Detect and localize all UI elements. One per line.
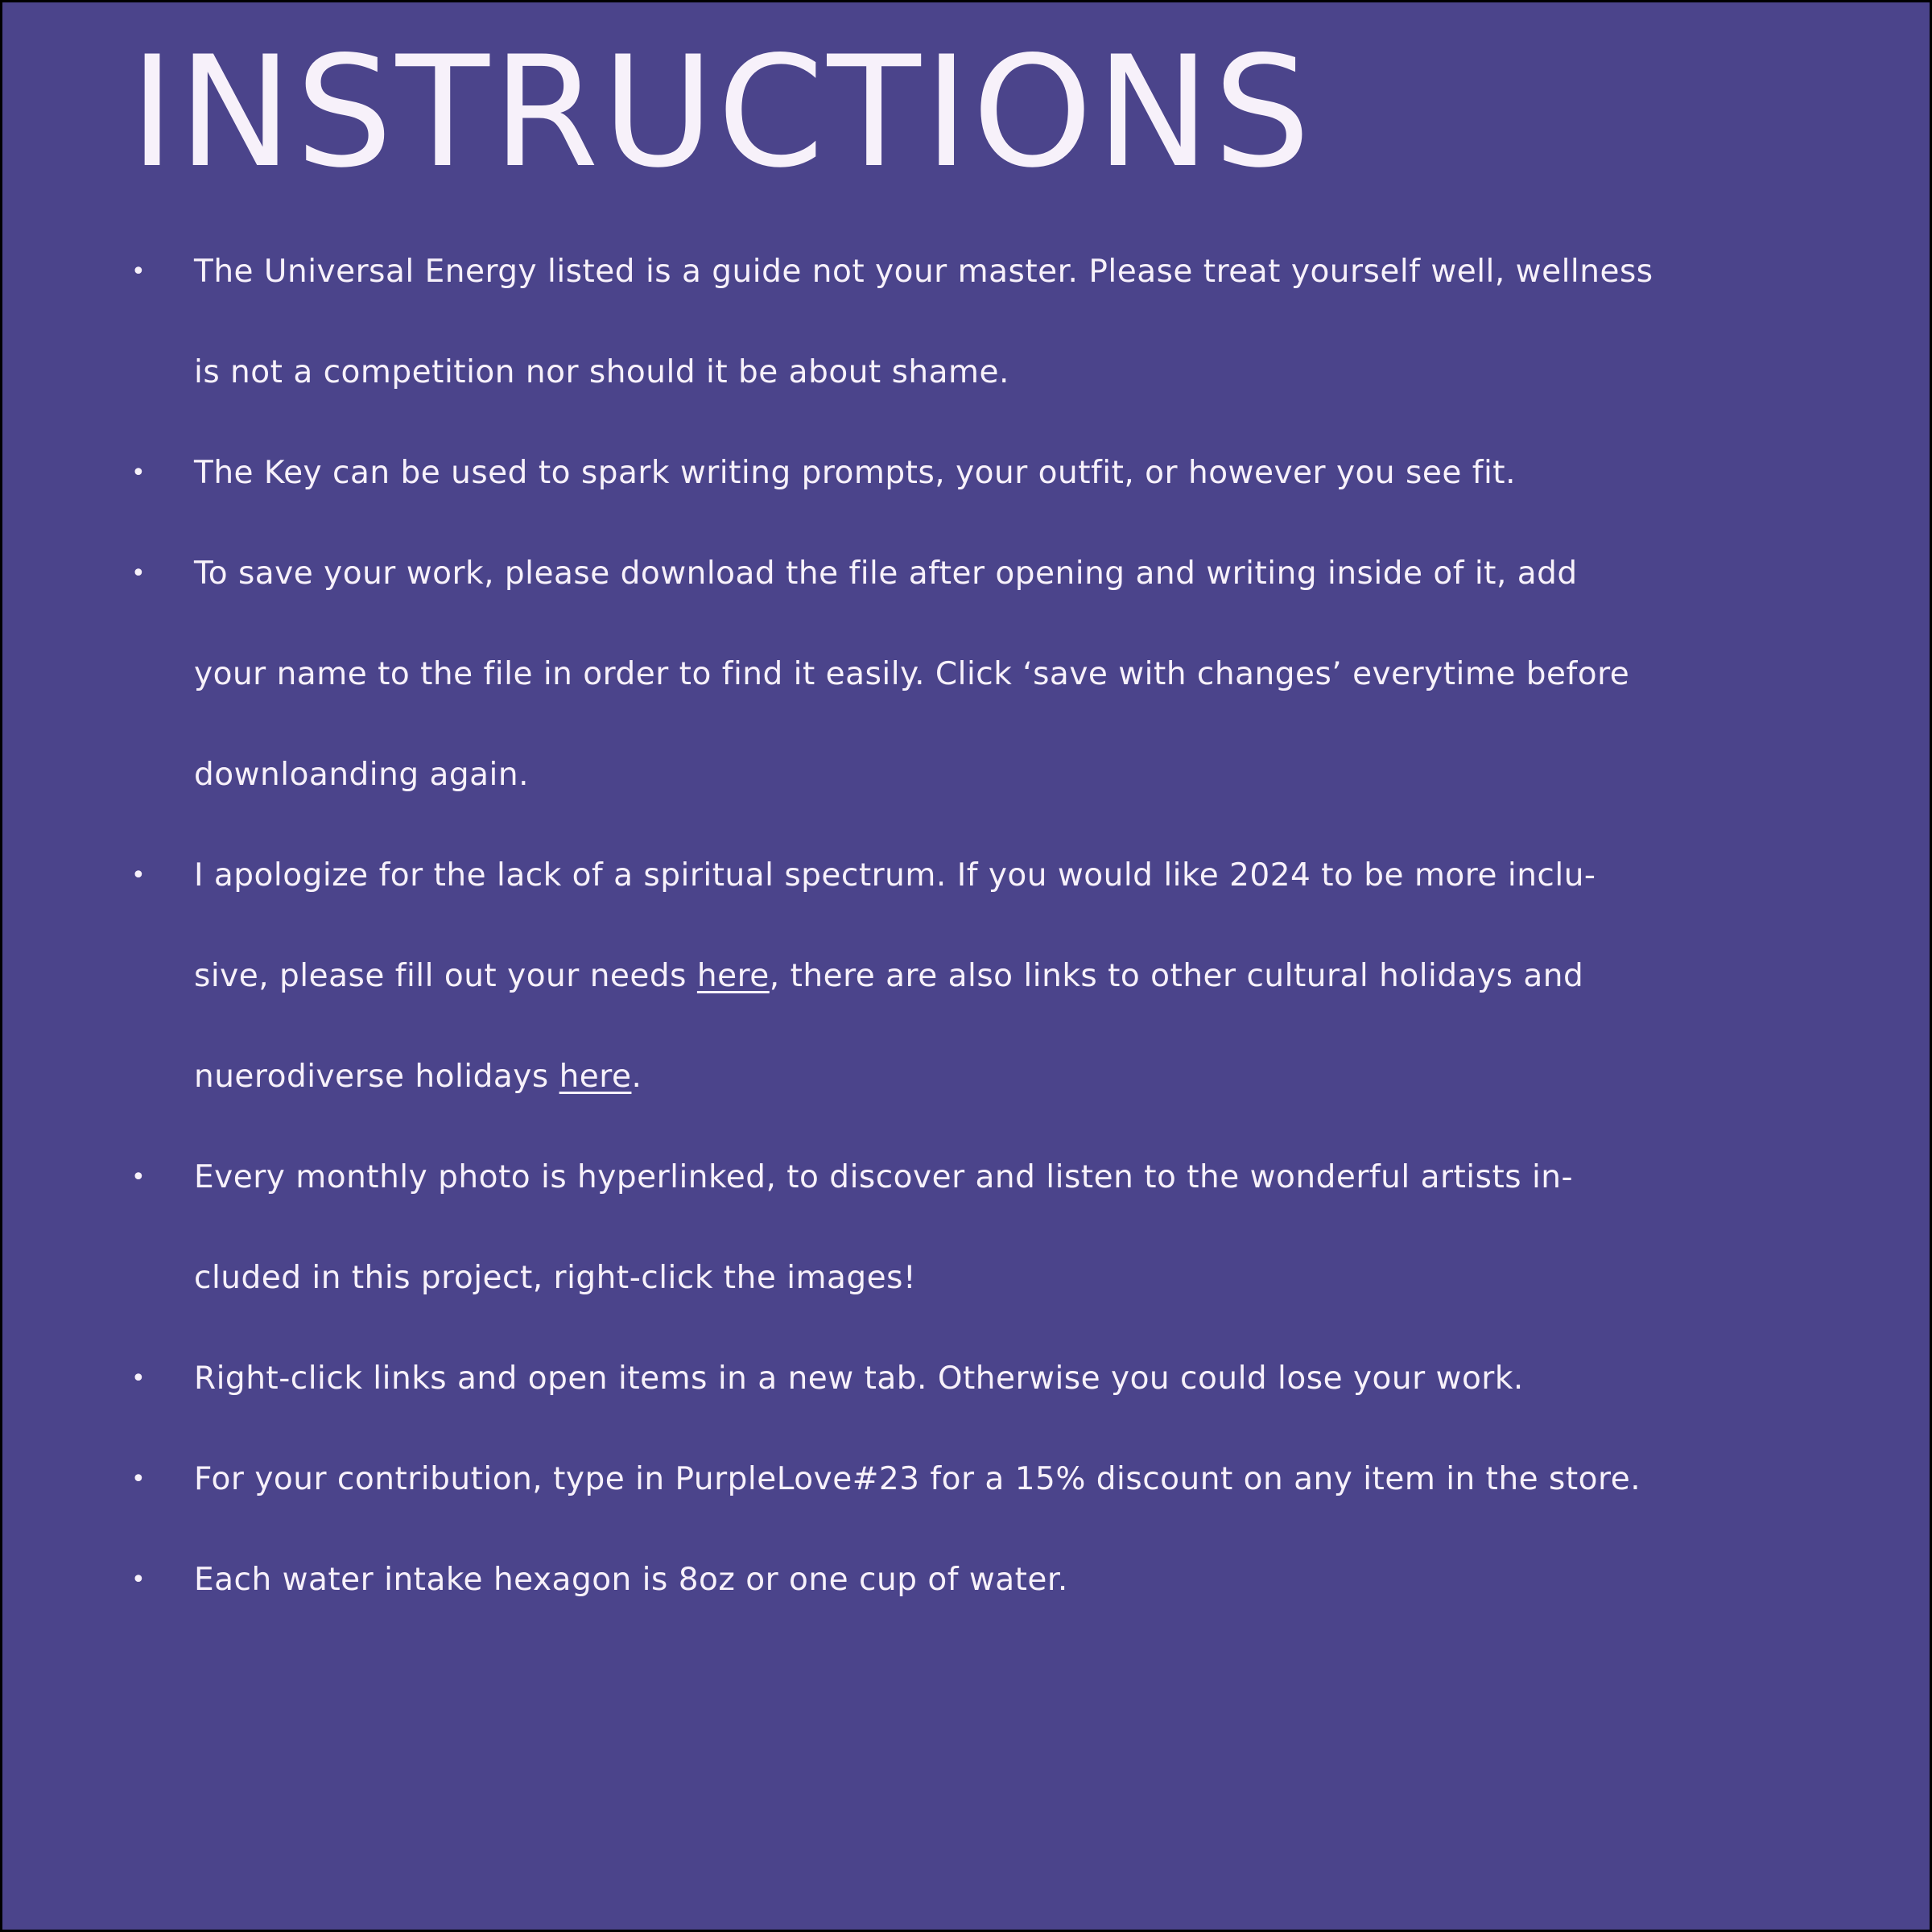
bullet-icon: • [131, 459, 147, 487]
item-text-line: Right-click links and open items in a new tab. Otherwise you could lose your work. [194, 1360, 1524, 1397]
item-text-line: your name to the file in order to find it easily. Click ‘save with changes’ everytime before [194, 656, 1630, 692]
list-item [130, 1530, 1820, 1630]
bullet-icon: • [131, 1465, 147, 1493]
item-text-line: The Key can be used to spark writing prompts, your outfit, or however you see fit. [194, 455, 1516, 491]
item-text-line [194, 926, 1820, 1026]
list-item [130, 1429, 1820, 1530]
list-item [130, 1328, 1820, 1429]
bullet-icon: • [131, 559, 147, 588]
item-text-line: downloanding again. [194, 757, 530, 793]
list-item [130, 1127, 1820, 1328]
needs-form-link[interactable]: here [696, 958, 770, 994]
list-item [130, 825, 1820, 1127]
bullet-icon: • [131, 1364, 147, 1393]
item-text-line: The Universal Energy listed is a guide not your master. Please treat yourself well, wellness [194, 254, 1653, 290]
item-text-line: is not a competition nor should it be about shame. [194, 354, 1009, 390]
item-text-fragment: . [631, 1059, 642, 1095]
instructions-list [130, 221, 1820, 1630]
bullet-icon: • [131, 1163, 147, 1191]
item-text-fragment: nuerodiverse holidays [194, 1059, 559, 1095]
list-item [130, 221, 1820, 423]
item-text-line: Every monthly photo is hyperlinked, to discover and listen to the wonderful artists in- [194, 1159, 1574, 1195]
neurodiverse-holidays-link[interactable]: here [559, 1059, 632, 1095]
item-text-line: I apologize for the lack of a spiritual spectrum. If you would like 2024 to be more inclu- [194, 857, 1596, 894]
bullet-icon: • [131, 258, 147, 286]
bullet-icon: • [131, 861, 147, 890]
item-text-line: Each water intake hexagon is 8oz or one cup of water. [194, 1562, 1068, 1598]
item-text-line: For your contribution, type in PurpleLove#23 for a 15% discount on any item in the store. [194, 1461, 1641, 1497]
item-text-line: To save your work, please download the file after opening and writing inside of it, add [194, 555, 1578, 592]
item-text-fragment: , there are also links to other cultural holidays and [769, 958, 1584, 994]
item-text-line [194, 1026, 1820, 1127]
bullet-icon: • [131, 1566, 147, 1594]
item-text-fragment: sive, please fill out your needs [194, 958, 697, 994]
page-title: INSTRUCTIONS [130, 23, 1314, 201]
list-item [130, 523, 1820, 825]
list-item [130, 423, 1820, 523]
item-text-line: cluded in this project, right-click the images! [194, 1260, 917, 1296]
